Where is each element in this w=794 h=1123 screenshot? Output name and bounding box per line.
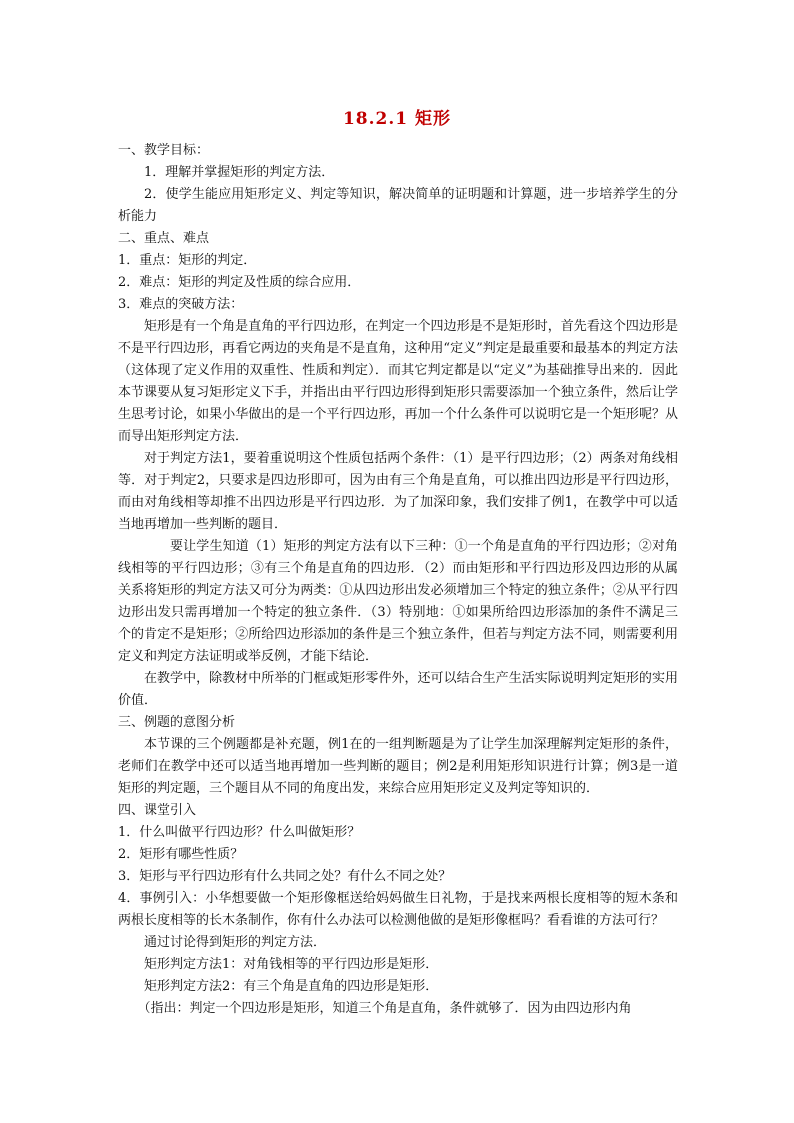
- list-item: 1．什么叫做平行四边形？什么叫做矩形？: [118, 825, 361, 840]
- paragraph: 矩形判定方法2：有三个角是直角的四边形是矩形．: [144, 979, 439, 994]
- document-title: 18.2.1 矩形: [342, 109, 452, 129]
- section-heading-key-points: 二、重点、难点: [118, 231, 210, 246]
- paragraph: 通过讨论得到矩形的判定方法．: [144, 935, 327, 950]
- paragraph: 1．理解并掌握矩形的判定方法．: [144, 165, 335, 180]
- paragraph: （指出：判定一个四边形是矩形，知道三个角是直角，条件就够了．因为由四边形内角: [137, 1001, 632, 1016]
- paragraph: 2．使学生能应用矩形定义、判定等知识，解决简单的证明题和计算题，进一步培养学生的分析能力: [118, 187, 678, 224]
- section-heading-objectives: 一、教学目标：: [118, 143, 210, 158]
- paragraph: 本节课的三个例题都是补充题，例1在的一组判断题是为了让学生加深理解判定矩形的条件，老师们在教学中还可以适当地再增加一些判断的题目；例2是利用矩形知识进行计算；例3是一道矩形的判定题，三个题目从不同的角度出发，来综合应用矩形定义及判定等知识的．: [118, 737, 678, 796]
- list-item: 3．矩形与平行四边形有什么共同之处？有什么不同之处？: [118, 869, 452, 884]
- list-item: 4．事例引入：小华想要做一个矩形像框送给妈妈做生日礼物，于是找来两根长度相等的短木条和两根长度相等的长木条制作，你有什么办法可以检测他做的是矩形像框吗？看看谁的方法可行？: [118, 891, 678, 928]
- paragraph: 1．重点：矩形的判定．: [118, 253, 257, 268]
- section-heading-introduction: 四、课堂引入: [118, 803, 197, 818]
- paragraph: 2．难点：矩形的判定及性质的综合应用．: [118, 275, 361, 290]
- document-body: [118, 140, 678, 1020]
- section-heading-examples: 三、例题的意图分析: [118, 715, 236, 730]
- paragraph: 对于判定方法1，要着重说明这个性质包括两个条件：（1）是平行四边形；（2）两条对角线相等．对于判定2，只要求是四边形即可，因为由有三个角是直角，可以推出四边形是平行四边形，而由对角线相等却推不出四边形是平行四边形．为了加深印象，我们安排了例1，在教学中可以适当地再增加一些判断的题目．: [118, 451, 678, 532]
- paragraph: 矩形判定方法1：对角钱相等的平行四边形是矩形．: [144, 957, 439, 972]
- paragraph: 3．难点的突破方法：: [118, 297, 244, 312]
- paragraph: 矩形是有一个角是直角的平行四边形，在判定一个四边形是不是矩形时，首先看这个四边形是不是平行四边形，再看它两边的夹角是不是直角，这种用“定义”判定是最重要和最基本的判定方法（这体现了定义作用的双重性、性质和判定）．而其它判定都是以“定义”为基础推导出来的．因此本节课要从复习矩形定义下手，并指出由平行四边形得到矩形只需要添加一个独立条件，然后让学生思考讨论，如果小华做出的是一个平行四边形，再加一个什么条件可以说明它是一个矩形呢？从而导出矩形判定方法．: [118, 319, 678, 444]
- paragraph: 在教学中，除教材中所举的门框或矩形零件外，还可以结合生产生活实际说明判定矩形的实用价值．: [118, 671, 678, 708]
- list-item: 2．矩形有哪些性质？: [118, 847, 244, 862]
- paragraph: 要让学生知道（1）矩形的判定方法有以下三种：①一个角是直角的平行四边形；②对角线相等的平行四边形；③有三个角是直角的四边形．（2）而由矩形和平行四边形及四边形的从属关系将矩形的判定方法又可分为两类：①从四边形出发必须增加三个特定的独立条件；②从平行四边形出发只需再增加一个特定的独立条件．（3）特别地：①如果所给四边形添加的条件不满足三个的肯定不是矩形；②所给四边形添加的条件是三个独立条件，但若与判定方法不同，则需要利用定义和判定方法证明或举反例，才能下结论．: [118, 539, 678, 664]
